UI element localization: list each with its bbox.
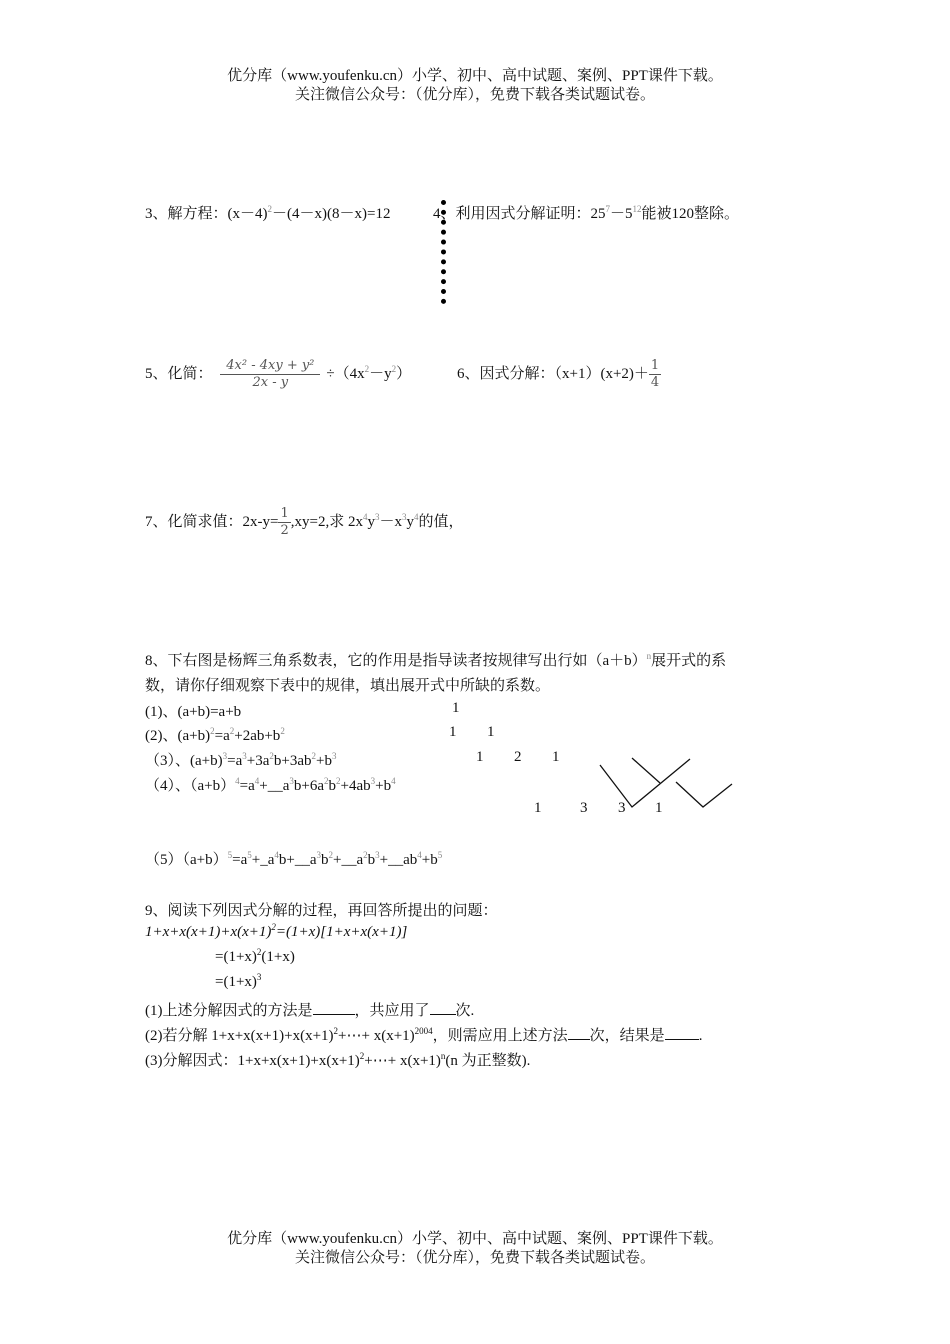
q9-part-2: (2)若分解 $1+x+x(x+1)+x(x+1)^2+\cdots+ x(x+1)^{2004}$，则需应用上述方法 次，结果是 . bbox=[145, 1026, 703, 1044]
question-5: 5、化简： $\frac{\text{4x² - 4xy + y²}}{2x - y}$ $\div(4x^2-y^2)$ bbox=[145, 358, 412, 391]
triangle-r3-c2: 2 bbox=[514, 749, 522, 765]
question-6: 6、因式分解：（x+1）(x+2)＋ $\frac{1}{4}$ bbox=[457, 358, 660, 391]
answer-blank[interactable] bbox=[665, 1025, 699, 1040]
answer-blank[interactable] bbox=[430, 1000, 456, 1015]
header-line-2: 关注微信公众号：（优分库），免费下载各类试题试卷。 bbox=[294, 87, 655, 103]
question-4: 4、利用因式分解证明：$25^7-5^{12}$能被120整除。 bbox=[433, 204, 740, 222]
question-3: 3、解方程：$(x-4)^2-(4-x)(8-x)=12$ bbox=[145, 204, 391, 222]
triangle-r2-c1: 1 bbox=[449, 724, 457, 740]
q8-row-3: （3）、$(a+b)^3=a^3+3a^2b+3ab^2+b^3$ bbox=[145, 751, 337, 769]
q9-part-1: (1)上述分解因式的方法是 ，共应用了 次. bbox=[145, 999, 474, 1020]
footer-line-1: 优分库（www.youfenku.cn）小学、初中、高中试题、案例、PPT课件下载。 bbox=[227, 1231, 723, 1247]
triangle-r4-c2: 3 bbox=[580, 800, 588, 816]
q8-row-1: (1)、(a+b)=a+b bbox=[145, 704, 242, 720]
q9-line-2: $=(1+x)^2(1+x)$ bbox=[215, 947, 295, 965]
q7-fraction: $\frac{1}{2}$ bbox=[280, 506, 289, 539]
q9-line-1: $1+x+x(x+1)+x(x+1)^2=(1+x)[1+x+x(x+1)]$ bbox=[145, 922, 408, 940]
answer-blank[interactable] bbox=[568, 1025, 590, 1040]
header-line-1: 优分库（www.youfenku.cn）小学、初中、高中试题、案例、PPT课件下载。 bbox=[227, 68, 723, 84]
answer-blank[interactable] bbox=[313, 1000, 355, 1015]
triangle-r4-c4: 1 bbox=[655, 800, 663, 816]
q6-fraction: $\frac{1}{4}$ bbox=[650, 358, 660, 391]
connector-diagonal bbox=[632, 758, 660, 783]
q8-row-2: (2)、$(a+b)^2=a^2+2ab+b^2$ bbox=[145, 726, 285, 744]
q5-fraction: $\frac{\text{4x² - 4xy + y²}}{2x - y}$ bbox=[220, 358, 320, 391]
question-9-title: 9、阅读下列因式分解的过程，再回答所提出的问题： bbox=[145, 903, 498, 919]
question-4-label: 4、 bbox=[433, 206, 456, 222]
footer-line-2: 关注微信公众号：（优分库），免费下载各类试题试卷。 bbox=[294, 1250, 655, 1266]
triangle-r3-c3: 1 bbox=[552, 749, 560, 765]
question-8-line-1: 8、下右图是杨辉三角系数表，它的作用是指导读者按规律写出行如$(a+b)^n$展开式的系 bbox=[145, 651, 727, 669]
q9-line-3: $=(1+x)^3$ bbox=[215, 972, 262, 990]
triangle-r1-c1: 1 bbox=[452, 700, 460, 716]
question-8-line-2: 数，请你仔细观察下表中的规律，填出展开式中所缺的系数。 bbox=[145, 678, 551, 694]
triangle-connector-lines bbox=[590, 745, 750, 820]
triangle-r3-c1: 1 bbox=[476, 749, 484, 765]
dotted-separator bbox=[441, 200, 451, 304]
q9-part-3: (3)分解因式：$1+x+x(x+1)+x(x+1)^2+\cdots+ x(x+1)^n(n$ 为正整数). bbox=[145, 1051, 531, 1069]
connector-v-right bbox=[676, 782, 732, 807]
q8-row-5: $(5)(a+b)^5=a^5+\_a^4b+\_\_a^3b^2+\_\_a^2b^3+\_\_ab^4+b^5$ bbox=[145, 850, 443, 868]
triangle-r4-c1: 1 bbox=[534, 800, 542, 816]
triangle-r4-c3: 3 bbox=[618, 800, 626, 816]
triangle-r2-c2: 1 bbox=[487, 724, 495, 740]
q8-row-4: （4）、$(a+b)^4=a^4+\_\_a^3b+6a^2b^2+4ab^3+b^4$ bbox=[145, 776, 396, 794]
question-7: 7、化简求值：2x-y= $\frac{1}{2}$ ,xy=2,求 $2x^4y^3-x^3y^4$的值， bbox=[145, 506, 464, 539]
